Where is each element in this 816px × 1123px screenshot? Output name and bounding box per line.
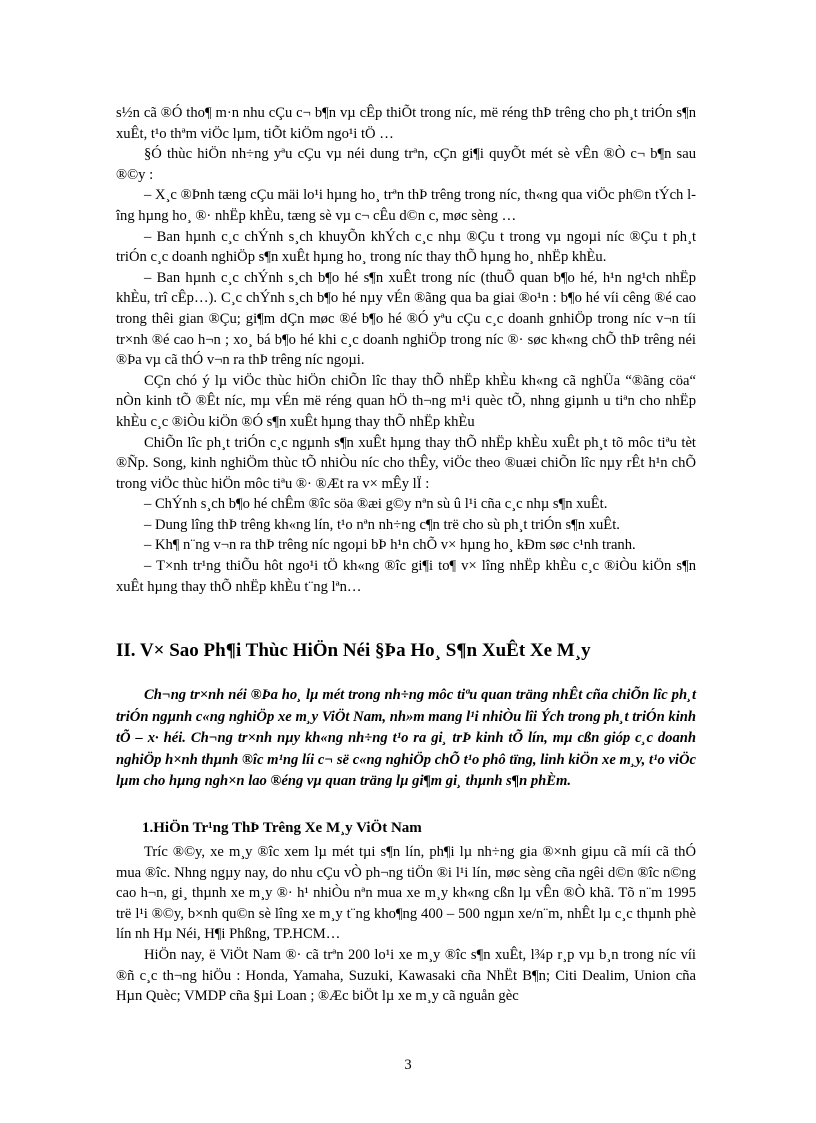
bullet-paragraph: – Ban hµnh c¸c chÝnh s¸ch khuyÕn khÝch c¸c nhµ ®Çu t trong vµ ngoµi níc ®Çu t ph¸t triÓn c¸c doanh nghiÖp s¶n xuÊt hµng ho¸ trong níc thay thÕ hµng ho¸ nhËp khÈu. [116,228,696,266]
bullet-paragraph: – Kh¶ n¨ng v¬n ra thÞ trêng níc ngoµi bÞ h¹n chÕ v× hµng ho¸ kÐm søc c¹nh tranh. [144,537,636,554]
bullet-paragraph: – Dung lîng thÞ trêng kh«ng lín, t¹o nªn nh÷ng c¶n trë cho sù ph¸t triÓn s¶n xuÊt. [144,516,620,533]
page-number: 3 [404,1057,412,1073]
paragraph: Tríc ®©y, xe m¸y ®îc xem lµ mét tµi s¶n lín, ph¶i lµ nh÷ng gia ®×nh giµu cã míi cã thÓ mua ®îc. Nhng ngµy nay, do nhu cÇu vÒ ph¬ng tiÖn ®i l¹i lín, møc sèng cña ngêi d©n ®îc n©ng cao h¬n, gi¸ thµnh xe m¸y ®· h¹ nhiÒu nªn mua xe m¸y kh«ng cßn lµ vÊn ®Ò khã. Tõ n¨m 1995 trë l¹i ®©y, b×nh qu©n sè lîng xe m¸y t¨ng kho¶ng 400 – 500 ngµn xe/n¨m, nhÊt lµ c¸c thµnh phè lín nh Hµ Néi, H¶i Phßng, TP.HCM… [116,844,696,943]
paragraph: s½n cã ®Ó tho¶ m·n nhu cÇu c¬ b¶n vµ cÊp thiÕt trong níc, më réng thÞ trêng cho ph¸t triÓn s¶n xuÊt, t¹o thªm viÖc lµm, tiÕt kiÖm ngo¹i tÖ … [116,105,696,142]
bullet-paragraph: – Ban hµnh c¸c chÝnh s¸ch b¶o hé s¶n xuÊt trong níc (thuÕ quan b¶o hé, h¹n ng¹ch nhËp khÈu, trî cÊp…). C¸c chÝnh s¸ch b¶o hé nµy vÉn ®ãng qua ba giai ®o¹n : b¶o hé víi cêng ®é cao trong thêi gian ®Çu; gi¶m dÇn møc ®é b¶o hé ®Ó yªu cÇu c¸c doanh gnhiÖp trong níc v¬n tíi tr×nh ®é cao h¬n ; xo¸ bá b¶o hé khi c¸c doanh nghiÖp trong níc ®· søc kh«ng chÕ thÞ trêng néi ®Þa vµ cã thÓ v¬n ra thÞ trêng níc ngoµi. [116,269,696,369]
bullet-paragraph: – T×nh tr¹ng thiÕu hôt ngo¹i tÖ kh«ng ®îc gi¶i to¶ v× lîng nhËp khÈu c¸c ®iÒu kiÖn s¶n xuÊt hµng thay thÕ nhËp khÈu t¨ng lªn… [116,558,696,595]
lead-paragraph: Ch¬ng tr×nh néi ®Þa ho¸ lµ mét trong nh÷ng môc tiªu quan träng nhÊt cña chiÕn lîc ph¸t triÓn ngµnh c«ng nghiÖp xe m¸y ViÖt Nam, nh»m mang l¹i nhiÒu lîi Ých trong ph¸t triÓn kinh tÕ – x· héi. Ch¬ng tr×nh nµy kh«ng nh÷ng t¹o ra gi¸ trÞ kinh tÕ lín, mµ cßn gióp c¸c doanh nghiÖp h×nh thµnh ®îc m¹ng líi c¬ së c«ng nghiÖp chÕ t¹o phô tïng, linh kiÖn xe m¸y, t¹o viÖc lµm cho hµng ngh×n lao ®éng vµ quan träng lµ gi¶m gi¸ thµnh s¶n phÈm. [116,687,696,790]
bullet-paragraph: – ChÝnh s¸ch b¶o hé chÊm ®îc söa ®æi g©y nªn sù û l¹i cña c¸c nhµ s¶n xuÊt. [144,496,608,513]
paragraph: HiÖn nay, ë ViÖt Nam ®· cã trªn 200 lo¹i xe m¸y ®îc s¶n xuÊt, l¾p r¸p vµ b¸n trong níc víi ®ñ c¸c th¬ng hiÖu : Honda, Yamaha, Suzuki, Kawasaki cña NhËt B¶n; Citi Dealim, Union cña Hµn Quèc; VMDP cña §µi Loan ; ®Æc biÖt lµ xe m¸y cã nguån gèc [116,946,696,1005]
subsection-text [116,842,696,1007]
bullet-paragraph: – X¸c ®Þnh tæng cÇu mäi lo¹i hµng ho¸ trªn thÞ trêng trong níc, th«ng qua viÖc ph©n tÝch lîng hµng ho¸ ®· nhËp khÈu, tæng sè vµ c¬ cÊu d©n c, møc sèng … [116,187,696,224]
section-heading: II. V× Sao Ph¶i Thùc HiÖn Néi §Þa Ho¸ S¶n XuÊt Xe M¸y [116,640,591,661]
paragraph: CÇn chó ý lµ viÖc thùc hiÖn chiÕn lîc thay thÕ nhËp khÈu kh«ng cã nghÜa “®ãng cöa“ nÒn kinh tÕ ®Êt níc, mµ vÉn më réng quan hÖ th¬ng m¹i quèc tÕ, nhng giµnh u tiªn cho nhËp khÈu c¸c ®iÒu kiÖn ®Ó s¶n xuÊt hµng thay thÕ nhËp khÈu [116,372,696,430]
body-text [116,103,696,597]
paragraph: §Ó thùc hiÖn nh÷ng yªu cÇu vµ néi dung trªn, cÇn gi¶i quyÕt mét sè vÊn ®Ò c¬ b¶n sau ®©y : [116,146,696,183]
paragraph: ChiÕn lîc ph¸t triÓn c¸c ngµnh s¶n xuÊt hµng thay thÕ nhËp khÈu xuÊt ph¸t tõ môc tiªu tèt ®Ñp. Song, kinh nghiÖm thùc tÕ nhiÒu níc cho thÊy, viÖc theo ®uæi chiÕn lîc nµy rÊt h¹n chÕ trong viÖc thùc hiÖn môc tiªu ®· ®Æt ra v× mÊy lÏ : [116,434,696,492]
subheading: 1.HiÖn Tr¹ng ThÞ Trêng Xe M¸y ViÖt Nam [142,820,422,836]
